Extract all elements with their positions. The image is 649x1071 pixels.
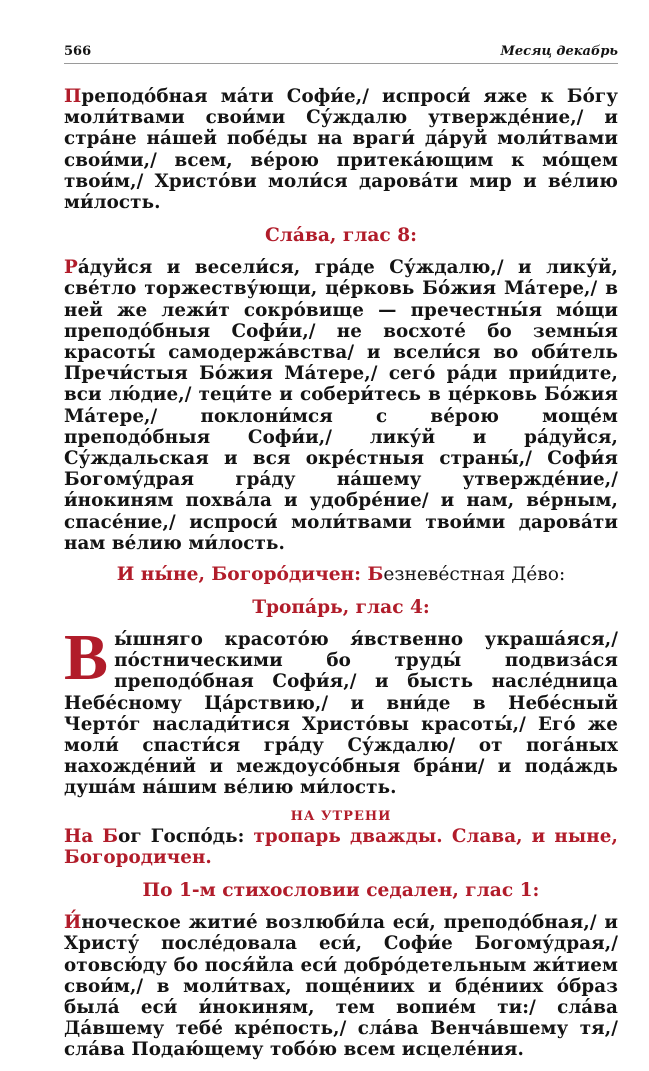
paragraph-text: ы́шняго красото́ю я́вственно украша́яся,/ по́стническими бо труды́ подвиза́ся преподо́бная Софи́я,/ и бысть насле́дница Небе́сному Ца́рствию,/ и вни́де в Небе́сный Черто́г наслади́тися Христо́вы красоты́,/ Его́ же моли́ спасти́ся гра́ду Су́ждалю/ от пога́ных нахожде́ний и междоусо́бныя бра́ни/ и пода́ждь душа́м на́шим ве́лию ми́лость. bbox=[64, 629, 618, 799]
rubric-paragraph bbox=[64, 826, 618, 868]
rubric-black: ог Госпо́дь: bbox=[118, 825, 254, 847]
prayer-paragraph-4 bbox=[64, 912, 618, 1060]
prayer-paragraph-1 bbox=[64, 86, 618, 213]
red-initial: Р bbox=[64, 257, 78, 279]
theotokion-red: И ны́не, Богоро́дичен: Б bbox=[116, 564, 384, 586]
rubric-red-1: На Б bbox=[64, 825, 119, 847]
red-initial: И́ bbox=[64, 912, 82, 934]
section-heading-matins: НА УТРЕНИ bbox=[290, 808, 392, 824]
book-page bbox=[64, 44, 618, 1071]
rubric-red-2: тропарь дважды. Слава, и ныне, Богородичен. bbox=[64, 825, 618, 868]
page-header bbox=[64, 44, 618, 64]
drop-cap: В bbox=[64, 621, 109, 695]
theotokion-incipit: езневе́стная Де́во: bbox=[383, 564, 566, 586]
prayer-paragraph-3 bbox=[64, 621, 618, 799]
paragraph-text: а́дуйся и весели́ся, гра́де Су́ждалю,/ и лику́й, све́тло торжеству́ющи, це́рковь Бо́жия Ма́тере,/ в ней же лежи́т сокро́вище — пречестны́я мо́щи преподо́бныя Софи́и,/ не восхоте́ бо земны́я красоты́ самодержа́вства/ и всели́ся во оби́тель Пречи́стыя Бо́жия Ма́тере,/ сего́ ра́ди прии́дите, вси лю́дие,/ теци́те и собери́тесь в це́рковь Бо́жия Ма́тере,/ поклони́мся с ве́рою моще́м преподо́бныя Софи́и,/ лику́й и ра́дуйся, Су́ждальская и вся окре́стныя страны́,/ Софи́я Богому́драя гра́ду на́шему утвержде́ние,/ и́нокиням похва́ла и удобре́ние/ и нам, ве́рным, спасе́ние,/ испроси́ моли́твами твои́ми дарова́ти нам ве́лию ми́лость. bbox=[64, 257, 618, 554]
running-title: Месяц декабрь bbox=[500, 44, 618, 59]
red-initial: П bbox=[64, 86, 82, 107]
prayer-paragraph-2 bbox=[64, 257, 618, 554]
page-number: 566 bbox=[64, 44, 92, 59]
paragraph-text: реподо́бная ма́ти Софи́е,/ испроси́ яже к Бо́гу моли́твами свои́ми Су́ждалю утвержде́ние,/ и стра́не на́шей побе́ды на враги́ да́руй моли́твами свои́ми,/ всем, ве́рою притека́ющим к мо́щем твои́м,/ Христо́ви моли́ся дарова́ти мир и ве́лию ми́лость. bbox=[64, 86, 618, 214]
paragraph-text: ноческое житие́ возлюби́ла еси́, преподо́бная,/ и Христу́ после́довала еси́, Софи́е Богому́драя,/ отовсю́ду бо пося́йла еси́ добро́детельным жи́тием свои́м,/ в моли́твах, поще́ниих и бде́ниих о́браз была́ еси́ и́нокиням, тем вопие́м ти:/ сла́ва Да́вшему тебе́ кре́пость,/ сла́ва Венча́вшему тя,/ сла́ва Подаю́щему тобо́ю всем исцеле́ния. bbox=[64, 912, 618, 1061]
section-heading-sedalen: По 1-м стихословии седален, глас 1: bbox=[142, 880, 540, 902]
theotokion-line bbox=[64, 564, 618, 585]
section-heading-troparion: Тропа́рь, глас 4: bbox=[252, 597, 430, 619]
section-heading-slava: Сла́ва, глас 8: bbox=[264, 225, 418, 247]
